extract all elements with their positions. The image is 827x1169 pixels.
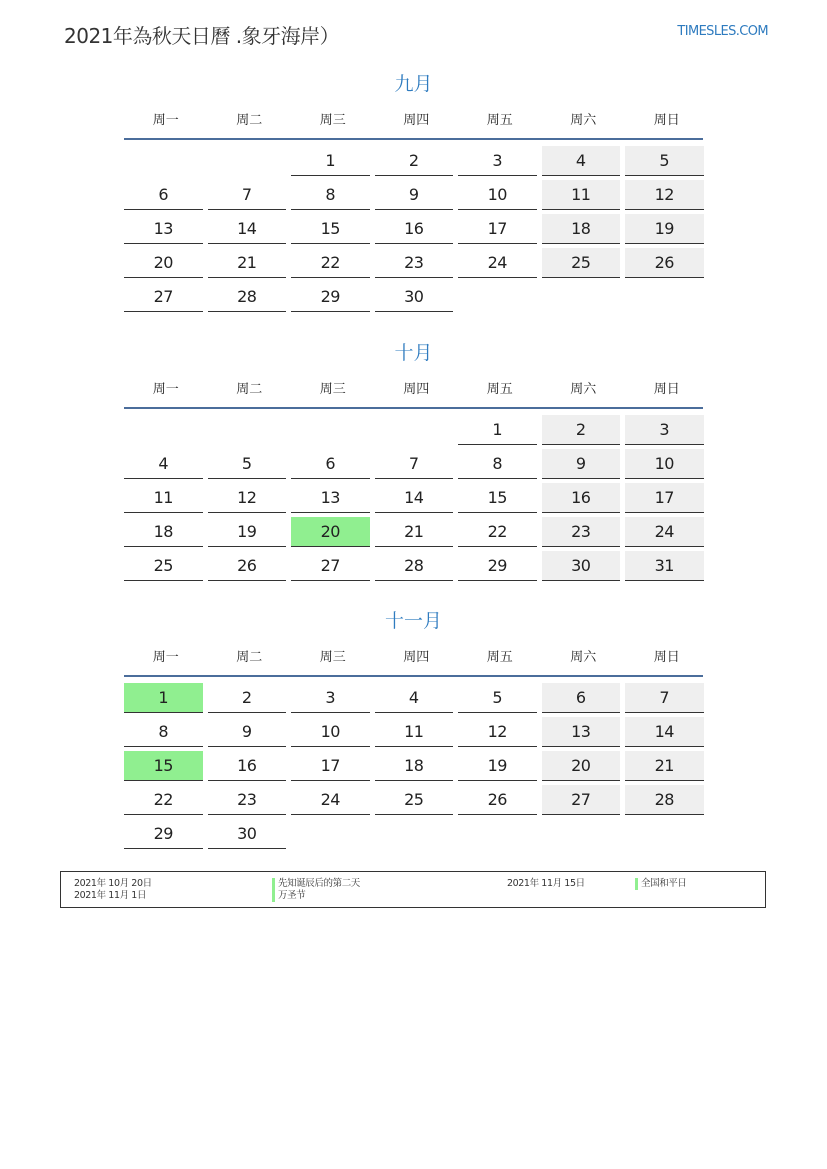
day-cell: 21 [208,248,287,278]
empty-day-cell [625,819,704,849]
week-row [124,683,703,713]
weekday-label: 周日 [653,113,680,128]
weekend-day-cell: 26 [625,248,704,278]
month-calendar [124,606,703,849]
day-cell: 6 [124,180,203,210]
week-row [124,449,703,479]
day-cell: 25 [375,785,454,815]
weekday-label: 周日 [653,650,680,665]
day-cell: 23 [208,785,287,815]
day-cell: 3 [458,146,537,176]
day-cell: 29 [124,819,203,849]
weekend-day-cell: 18 [542,214,621,244]
holiday-day-cell: 15 [124,751,203,781]
legend-date: 2021年 11月 15日 [507,878,585,889]
week-row [124,180,703,210]
day-cell: 27 [124,282,203,312]
day-cell: 10 [291,717,370,747]
weekend-day-cell: 21 [625,751,704,781]
day-cell: 1 [291,146,370,176]
day-cell: 24 [291,785,370,815]
week-row [124,717,703,747]
day-cell: 30 [208,819,287,849]
weekday-label: 周五 [486,650,513,665]
weekday-label: 周一 [152,382,179,397]
weekend-day-cell: 30 [542,551,621,581]
week-row [124,785,703,815]
legend-holiday-name: 万圣节 [272,890,305,902]
weekday-label: 周三 [319,382,346,397]
day-cell: 18 [375,751,454,781]
day-cell: 12 [458,717,537,747]
legend-date: 2021年 10月 20日 [74,878,152,889]
week-row [124,248,703,278]
empty-day-cell [458,282,537,312]
day-cell: 18 [124,517,203,547]
weekday-label: 周三 [319,650,346,665]
day-cell: 14 [375,483,454,513]
weekend-day-cell: 6 [542,683,621,713]
empty-day-cell [208,415,287,445]
weekday-label: 周二 [236,650,263,665]
day-cell: 7 [375,449,454,479]
week-row [124,146,703,176]
day-cell: 4 [375,683,454,713]
month-calendar [124,69,703,312]
day-cell: 15 [291,214,370,244]
day-cell: 10 [458,180,537,210]
weekday-header-row [124,99,703,140]
weekend-day-cell: 11 [542,180,621,210]
empty-day-cell [291,819,370,849]
weekday-label: 周六 [570,382,597,397]
week-row [124,819,703,849]
weekend-day-cell: 10 [625,449,704,479]
weekday-label: 周一 [152,650,179,665]
weekday-label: 周四 [403,650,430,665]
holiday-day-cell: 20 [291,517,370,547]
day-cell: 22 [124,785,203,815]
day-cell: 12 [208,483,287,513]
weekend-day-cell: 12 [625,180,704,210]
day-cell: 1 [458,415,537,445]
day-cell: 19 [458,751,537,781]
empty-day-cell [625,282,704,312]
day-cell: 5 [208,449,287,479]
weekend-day-cell: 4 [542,146,621,176]
weekday-label: 周六 [570,113,597,128]
weekday-header-row [124,368,703,409]
empty-day-cell [124,146,203,176]
day-cell: 24 [458,248,537,278]
day-cell: 16 [375,214,454,244]
day-cell: 2 [208,683,287,713]
day-cell: 25 [124,551,203,581]
day-cell: 9 [208,717,287,747]
weekend-day-cell: 2 [542,415,621,445]
weekend-day-cell: 28 [625,785,704,815]
day-cell: 3 [291,683,370,713]
weekend-day-cell: 31 [625,551,704,581]
empty-day-cell [124,415,203,445]
empty-day-cell [208,146,287,176]
day-cell: 11 [124,483,203,513]
weekend-day-cell: 19 [625,214,704,244]
weekday-label: 周日 [653,382,680,397]
day-cell: 9 [375,180,454,210]
weekend-day-cell: 5 [625,146,704,176]
day-cell: 28 [375,551,454,581]
day-cell: 29 [291,282,370,312]
weekend-day-cell: 16 [542,483,621,513]
weekend-day-cell: 7 [625,683,704,713]
weekend-day-cell: 13 [542,717,621,747]
week-row [124,483,703,513]
legend-date: 2021年 11月 1日 [74,890,147,901]
holiday-day-cell: 1 [124,683,203,713]
legend-holiday-name: 先知诞辰后的第二天 [272,878,360,890]
day-cell: 8 [458,449,537,479]
empty-day-cell [291,415,370,445]
weekend-day-cell: 27 [542,785,621,815]
empty-day-cell [458,819,537,849]
weekday-label: 周五 [486,382,513,397]
weekend-day-cell: 25 [542,248,621,278]
weekday-label: 周六 [570,650,597,665]
week-row [124,214,703,244]
weekend-day-cell: 17 [625,483,704,513]
weekend-day-cell: 9 [542,449,621,479]
day-cell: 26 [208,551,287,581]
week-row [124,551,703,581]
weekend-day-cell: 3 [625,415,704,445]
day-cell: 13 [124,214,203,244]
day-cell: 2 [375,146,454,176]
month-title: 九月 [394,73,433,95]
day-cell: 7 [208,180,287,210]
weekday-label: 周二 [236,113,263,128]
day-cell: 21 [375,517,454,547]
month-title: 十月 [394,342,433,364]
month-title: 十一月 [384,610,442,632]
week-row [124,415,703,445]
weekday-label: 周五 [486,113,513,128]
empty-day-cell [542,819,621,849]
week-row [124,282,703,312]
page-title: 2021年為秋天日曆 .象牙海岸） [64,24,340,48]
day-cell: 4 [124,449,203,479]
day-cell: 27 [291,551,370,581]
day-cell: 17 [291,751,370,781]
week-row [124,751,703,781]
day-cell: 20 [124,248,203,278]
day-cell: 13 [291,483,370,513]
day-cell: 22 [458,517,537,547]
weekend-day-cell: 20 [542,751,621,781]
legend-holiday-name: 全国和平日 [635,878,687,890]
day-cell: 30 [375,282,454,312]
holiday-legend [60,871,766,908]
day-cell: 11 [375,717,454,747]
day-cell: 17 [458,214,537,244]
weekday-label: 周二 [236,382,263,397]
day-cell: 8 [291,180,370,210]
site-link[interactable]: TIMESLES.COM [677,24,768,39]
day-cell: 29 [458,551,537,581]
weekend-day-cell: 14 [625,717,704,747]
day-cell: 6 [291,449,370,479]
weekend-day-cell: 23 [542,517,621,547]
day-cell: 5 [458,683,537,713]
weekend-day-cell: 24 [625,517,704,547]
weekday-header-row [124,636,703,677]
empty-day-cell [542,282,621,312]
day-cell: 26 [458,785,537,815]
empty-day-cell [375,415,454,445]
day-cell: 22 [291,248,370,278]
week-row [124,517,703,547]
day-cell: 15 [458,483,537,513]
day-cell: 19 [208,517,287,547]
weekday-label: 周四 [403,382,430,397]
empty-day-cell [375,819,454,849]
day-cell: 16 [208,751,287,781]
day-cell: 14 [208,214,287,244]
weekday-label: 周一 [152,113,179,128]
day-cell: 23 [375,248,454,278]
day-cell: 8 [124,717,203,747]
weekday-label: 周三 [319,113,346,128]
weekday-label: 周四 [403,113,430,128]
day-cell: 28 [208,282,287,312]
month-calendar [124,338,703,581]
